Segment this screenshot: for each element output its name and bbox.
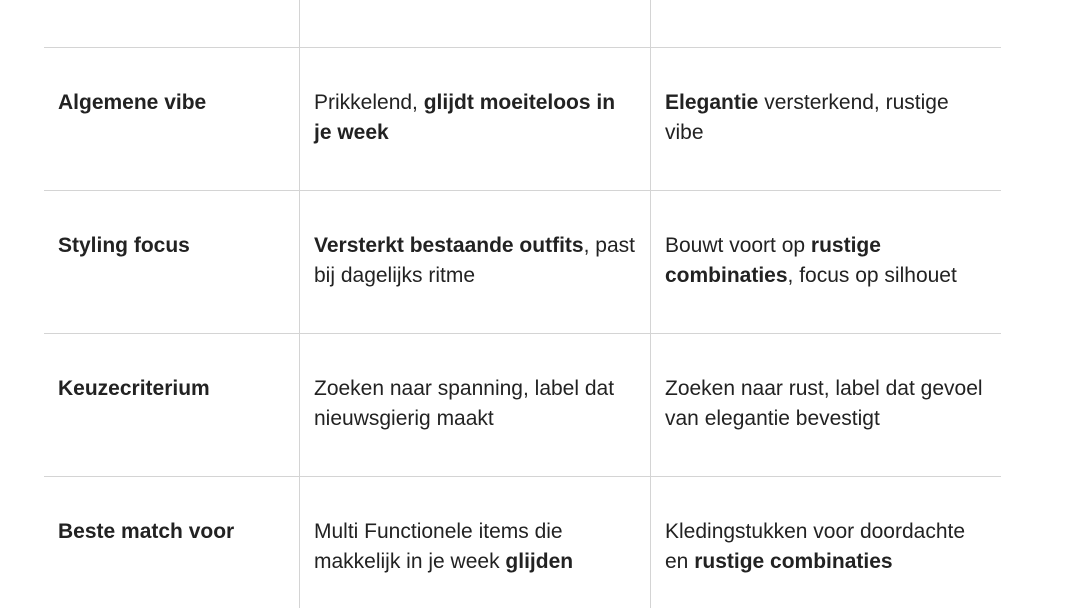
cell-text-bold: rustige combinaties (694, 550, 893, 573)
row-cell-option-a (299, 334, 650, 476)
table-row (44, 47, 1001, 190)
row-cell-option-b (650, 334, 1001, 476)
table-row-partial (44, 0, 1001, 47)
row-label (44, 0, 299, 47)
table-row (44, 333, 1001, 476)
row-cell-option-a (299, 191, 650, 333)
cell-text-bold: glijden (505, 550, 574, 573)
row-cell-option-b (650, 48, 1001, 190)
row-label: Keuzecriterium (58, 377, 210, 400)
cell-text: Zoeken naar spanning, label dat nieuwsgierig maakt (314, 377, 615, 430)
row-cell-option-a (299, 0, 650, 47)
row-cell-option-a (299, 48, 650, 190)
cell-text: Multi Functionele items die makkelijk in je week (314, 520, 563, 573)
cell-text: Prikkelend, (314, 91, 424, 114)
cell-text: Bouwt voort op (665, 234, 811, 257)
row-label: Styling focus (58, 234, 190, 257)
table-row (44, 190, 1001, 333)
row-cell-option-b (650, 477, 1001, 608)
row-cell-option-b (650, 0, 1001, 47)
comparison-table (44, 0, 1001, 608)
cell-text-bold: glijdt moeiteloos in je week (314, 91, 616, 144)
row-cell-option-b (650, 191, 1001, 333)
table-row (44, 476, 1001, 608)
cell-text-bold: Elegantie (665, 91, 759, 114)
row-label: Algemene vibe (58, 91, 207, 114)
cell-text: versterkend, rustige vibe (665, 91, 949, 144)
cell-text: Zoeken naar rust, label dat gevoel van elegantie bevestigt (665, 377, 983, 430)
cell-text: , past bij dagelijks ritme (314, 234, 635, 287)
cell-text-bold: Versterkt bestaande outfits (314, 234, 584, 257)
cell-text: , focus op silhouet (787, 264, 957, 287)
cell-text: Kledingstukken voor doordachte en (665, 520, 966, 573)
cell-text-bold: rustige combinaties (665, 234, 881, 287)
row-label: Beste match voor (58, 520, 235, 543)
row-cell-option-a (299, 477, 650, 608)
